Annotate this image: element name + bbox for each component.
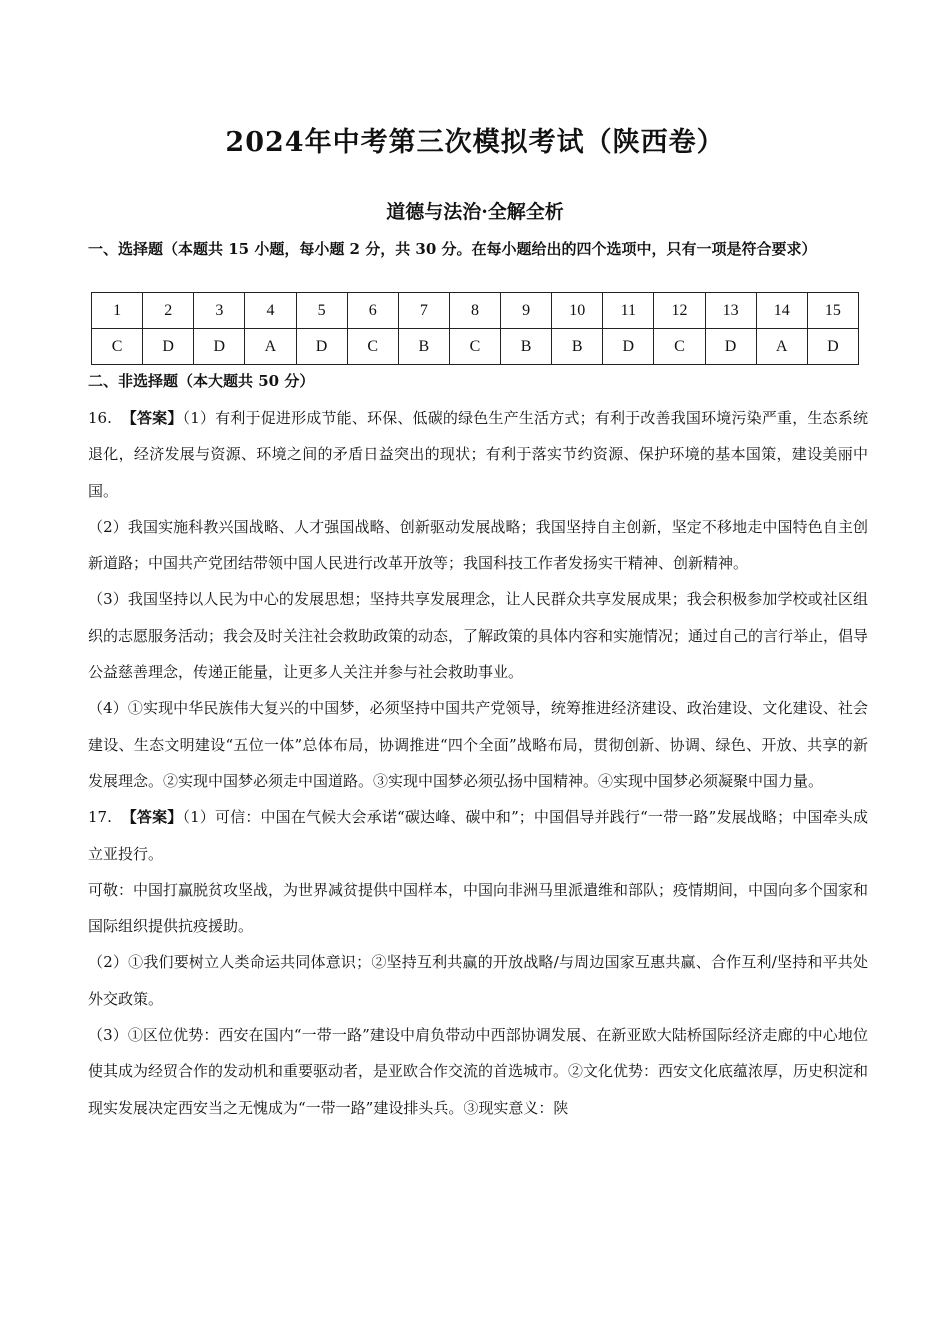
question-number-cell: 10 (552, 293, 603, 329)
answer-cell: C (347, 329, 398, 365)
question-number-cell: 1 (92, 293, 143, 329)
question-number-cell: 12 (654, 293, 705, 329)
q16-part2: （2）我国实施科教兴国战略、人才强国战略、创新驱动发展战略；我国坚持自主创新，坚定不移地走中国特色自主创新道路；中国共产党团结带领中国人民进行改革开放等；我国科技工作者发扬实干精神、创新精神。 (88, 517, 868, 573)
question-number-cell: 11 (603, 293, 654, 329)
answer-table-answer-row (92, 329, 859, 365)
q17-part1-text: （1）可信：中国在气候大会承诺“碳达峰、碳中和”；中国倡导并践行“一带一路”发展战略；中国牵头成立亚投行。 (88, 808, 868, 863)
question-number-cell: 3 (194, 293, 245, 329)
question-number-cell: 2 (143, 293, 194, 329)
answer-cell: A (245, 329, 296, 365)
answer-table (91, 292, 859, 365)
answer-cell: C (654, 329, 705, 365)
question-number-cell: 7 (398, 293, 449, 329)
answer-cell: D (705, 329, 756, 365)
question-number-cell: 13 (705, 293, 756, 329)
answer-cell: B (398, 329, 449, 365)
answer-body (88, 400, 868, 1126)
answer-table-number-row (92, 293, 859, 329)
page-title: 2024年中考第三次模拟考试（陕西卷） (225, 127, 725, 158)
question-number-cell: 6 (347, 293, 398, 329)
section2-heading: 二、非选择题（本大题共 50 分） (88, 372, 315, 390)
q16-part1-text: （1）有利于促进形成节能、环保、低碳的绿色生产生活方式；有利于改善我国环境污染严重，生态系统退化，经济发展与资源、环境之间的矛盾日益突出的现状；有利于落实节约资源、保护环境的基本国策，建设美丽中国。 (88, 409, 868, 500)
q17-part1b: 可敬：中国打赢脱贫攻坚战，为世界减贫提供中国样本，中国向非洲马里派遣维和部队；疫情期间，中国向多个国家和国际组织提供抗疫援助。 (88, 880, 869, 936)
q16-number: 16. (88, 409, 112, 427)
answer-cell: D (194, 329, 245, 365)
q17-part1 (88, 799, 868, 872)
answer-cell: D (603, 329, 654, 365)
q17-part2: （2）①我们要树立人类命运共同体意识；②坚持互利共赢的开放战略/与周边国家互惠共赢、合作互利/坚持和平共处外交政策。 (88, 953, 868, 1008)
question-number-cell: 5 (296, 293, 347, 329)
question-number-cell: 15 (807, 293, 858, 329)
q16-part3: （3）我国坚持以人民为中心的发展思想；坚持共享发展理念，让人民群众共享发展成果；我会积极参加学校或社区组织的志愿服务活动；我会及时关注社会救助政策的动态，了解政策的具体内容和实施情况；通过自己的言行举止，倡导公益慈善理念，传递正能量，让更多人关注并参与社会救助事业。 (88, 590, 869, 682)
answer-cell: A (756, 329, 807, 365)
answer-cell: D (807, 329, 858, 365)
section1-heading: 一、选择题（本题共 15 小题，每小题 2 分，共 30 分。在每小题给出的四个选项中，只有一项是符合要求） (88, 240, 817, 258)
q16-answer-tag: 【答案】 (121, 409, 183, 427)
question-number-cell: 8 (449, 293, 500, 329)
answer-cell: D (143, 329, 194, 365)
question-number-cell: 4 (245, 293, 296, 329)
answer-cell: C (449, 329, 500, 365)
answer-cell: D (296, 329, 347, 365)
q16-part4: （4）①实现中华民族伟大复兴的中国梦，必须坚持中国共产党领导，统筹推进经济建设、政治建设、文化建设、社会建设、生态文明建设“五位一体”总体布局，协调推进“四个全面”战略布局，贯彻创新、协调、绿色、开放、共享的新发展理念。②实现中国梦必须走中国道路。③实现中国梦必须弘扬中国精神。④实现中国梦必须凝聚中国力量。 (88, 699, 868, 790)
q16-part1 (88, 400, 868, 509)
question-number-cell: 9 (501, 293, 552, 329)
answer-cell: B (501, 329, 552, 365)
q17-number: 17. (88, 808, 112, 827)
answer-cell: B (552, 329, 603, 365)
q17-answer-tag: 【答案】 (121, 808, 183, 827)
question-number-cell: 14 (756, 293, 807, 329)
q17-part3: （3）①区位优势：西安在国内“一带一路”建设中肩负带动中西部协调发展、在新亚欧大陆桥国际经济走廊的中心地位使其成为经贸合作的发动机和重要驱动者，是亚欧合作交流的首选城市。②文化优势：西安文化底蕴浓厚，历史积淀和现实发展决定西安当之无愧成为“一带一路”建设排头兵。③现实意义：陕 (88, 1026, 869, 1117)
page-subtitle: 道德与法治·全解全析 (386, 201, 564, 223)
answer-cell: C (92, 329, 143, 365)
